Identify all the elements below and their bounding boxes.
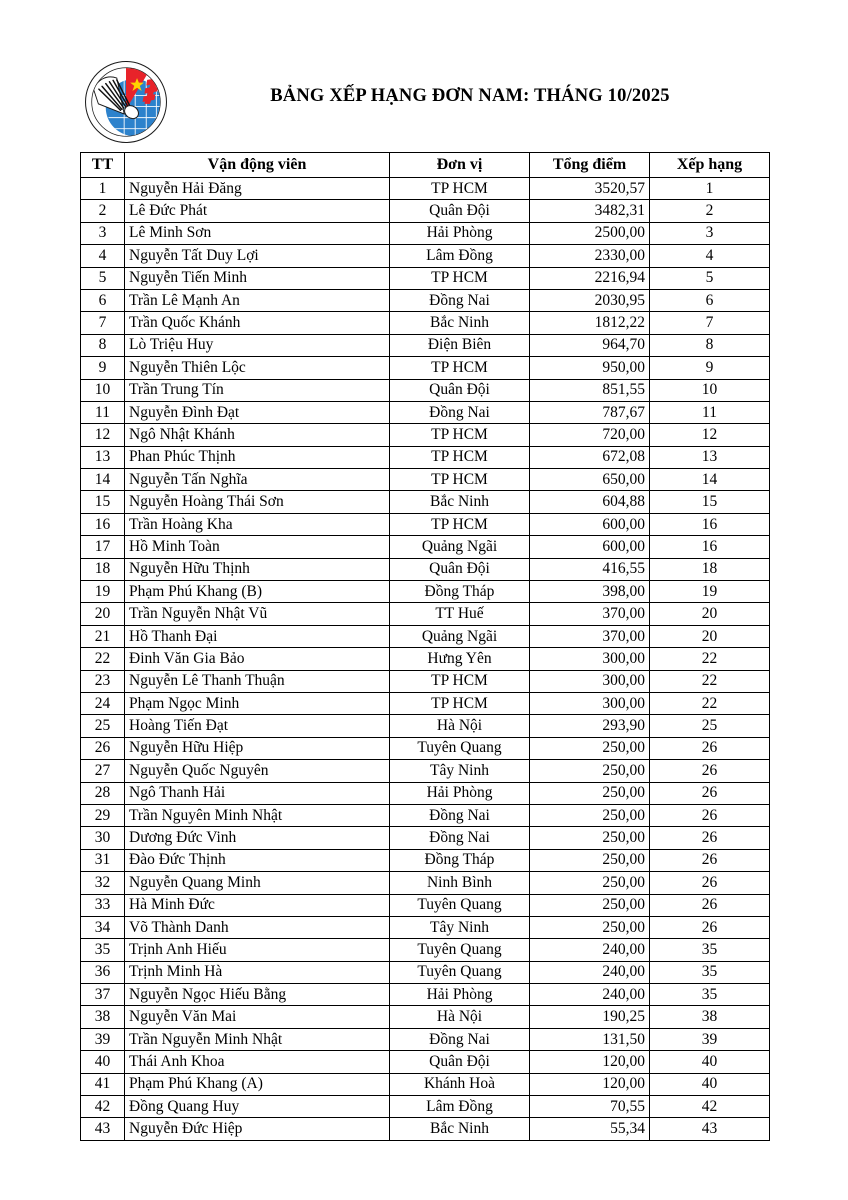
table-row (81, 1073, 770, 1095)
cell-unit: TP HCM (390, 267, 530, 289)
federation-logo (80, 56, 172, 148)
table-row (81, 804, 770, 826)
table-row (81, 894, 770, 916)
cell-total-points: 370,00 (530, 603, 650, 625)
cell-athlete-name: Trần Nguyên Minh Nhật (125, 804, 390, 826)
cell-total-points: 300,00 (530, 692, 650, 714)
table-row (81, 558, 770, 580)
cell-total-points: 650,00 (530, 469, 650, 491)
cell-order-number: 26 (81, 737, 125, 759)
cell-total-points: 300,00 (530, 648, 650, 670)
page-title: BẢNG XẾP HẠNG ĐƠN NAM: THÁNG 10/2025 (270, 86, 670, 106)
cell-ranking: 26 (650, 782, 770, 804)
cell-athlete-name: Đinh Văn Gia Bảo (125, 648, 390, 670)
cell-unit: Lâm Đồng (390, 1096, 530, 1118)
cell-total-points: 240,00 (530, 939, 650, 961)
cell-total-points: 398,00 (530, 581, 650, 603)
cell-ranking: 16 (650, 536, 770, 558)
cell-total-points: 720,00 (530, 424, 650, 446)
cell-athlete-name: Nguyễn Hữu Thịnh (125, 558, 390, 580)
cell-athlete-name: Trịnh Anh Hiếu (125, 939, 390, 961)
table-row (81, 849, 770, 871)
cell-order-number: 43 (81, 1118, 125, 1140)
table-row (81, 715, 770, 737)
cell-total-points: 190,25 (530, 1006, 650, 1028)
cell-athlete-name: Nguyễn Quốc Nguyên (125, 760, 390, 782)
column-header-rank: Xếp hạng (650, 153, 770, 178)
cell-ranking: 20 (650, 625, 770, 647)
cell-order-number: 40 (81, 1051, 125, 1073)
cell-athlete-name: Thái Anh Khoa (125, 1051, 390, 1073)
cell-athlete-name: Nguyễn Văn Mai (125, 1006, 390, 1028)
cell-ranking: 40 (650, 1073, 770, 1095)
cell-ranking: 25 (650, 715, 770, 737)
cell-ranking: 1 (650, 178, 770, 200)
cell-unit: Quân Đội (390, 1051, 530, 1073)
cell-unit: Đồng Nai (390, 827, 530, 849)
cell-ranking: 43 (650, 1118, 770, 1140)
cell-athlete-name: Phạm Phú Khang (A) (125, 1073, 390, 1095)
cell-athlete-name: Nguyễn Hữu Hiệp (125, 737, 390, 759)
cell-athlete-name: Đào Đức Thịnh (125, 849, 390, 871)
cell-ranking: 8 (650, 334, 770, 356)
cell-ranking: 14 (650, 469, 770, 491)
cell-order-number: 9 (81, 357, 125, 379)
cell-total-points: 604,88 (530, 491, 650, 513)
table-row (81, 1006, 770, 1028)
cell-order-number: 25 (81, 715, 125, 737)
cell-order-number: 28 (81, 782, 125, 804)
cell-unit: Hải Phòng (390, 222, 530, 244)
cell-athlete-name: Trần Nguyễn Minh Nhật (125, 1028, 390, 1050)
cell-order-number: 3 (81, 222, 125, 244)
table-row (81, 737, 770, 759)
table-row (81, 603, 770, 625)
table-row (81, 379, 770, 401)
cell-athlete-name: Nguyễn Lê Thanh Thuận (125, 670, 390, 692)
cell-total-points: 250,00 (530, 916, 650, 938)
cell-ranking: 18 (650, 558, 770, 580)
cell-ranking: 26 (650, 916, 770, 938)
cell-unit: Đồng Tháp (390, 581, 530, 603)
cell-unit: Đồng Tháp (390, 849, 530, 871)
cell-total-points: 250,00 (530, 782, 650, 804)
cell-unit: Bắc Ninh (390, 312, 530, 334)
cell-athlete-name: Nguyễn Đức Hiệp (125, 1118, 390, 1140)
cell-order-number: 20 (81, 603, 125, 625)
table-row (81, 200, 770, 222)
cell-unit: Tuyên Quang (390, 894, 530, 916)
cell-order-number: 11 (81, 401, 125, 423)
cell-unit: TP HCM (390, 357, 530, 379)
cell-athlete-name: Ngô Thanh Hải (125, 782, 390, 804)
cell-order-number: 35 (81, 939, 125, 961)
cell-athlete-name: Phạm Phú Khang (B) (125, 581, 390, 603)
badminton-federation-logo-icon (80, 56, 172, 148)
cell-order-number: 39 (81, 1028, 125, 1050)
cell-total-points: 672,08 (530, 446, 650, 468)
cell-unit: TT Huế (390, 603, 530, 625)
table-row (81, 536, 770, 558)
cell-ranking: 22 (650, 692, 770, 714)
cell-unit: Quảng Ngãi (390, 536, 530, 558)
cell-athlete-name: Đồng Quang Huy (125, 1096, 390, 1118)
cell-unit: TP HCM (390, 692, 530, 714)
table-row (81, 267, 770, 289)
document-header (0, 0, 848, 152)
cell-order-number: 12 (81, 424, 125, 446)
cell-athlete-name: Nguyễn Tiến Minh (125, 267, 390, 289)
cell-athlete-name: Nguyễn Hải Đăng (125, 178, 390, 200)
cell-unit: Điện Biên (390, 334, 530, 356)
cell-total-points: 250,00 (530, 894, 650, 916)
cell-order-number: 13 (81, 446, 125, 468)
cell-ranking: 12 (650, 424, 770, 446)
column-header-tt: TT (81, 153, 125, 178)
cell-athlete-name: Trần Hoàng Kha (125, 513, 390, 535)
cell-athlete-name: Hoàng Tiến Đạt (125, 715, 390, 737)
table-row (81, 581, 770, 603)
cell-total-points: 293,90 (530, 715, 650, 737)
cell-athlete-name: Trần Trung Tín (125, 379, 390, 401)
cell-unit: Đồng Nai (390, 804, 530, 826)
table-row (81, 782, 770, 804)
cell-unit: Đồng Nai (390, 289, 530, 311)
cell-order-number: 30 (81, 827, 125, 849)
cell-unit: Quân Đội (390, 200, 530, 222)
cell-total-points: 250,00 (530, 760, 650, 782)
cell-ranking: 26 (650, 760, 770, 782)
cell-athlete-name: Hồ Minh Toàn (125, 536, 390, 558)
table-row (81, 178, 770, 200)
cell-ranking: 5 (650, 267, 770, 289)
cell-unit: Lâm Đồng (390, 245, 530, 267)
table-row (81, 984, 770, 1006)
cell-ranking: 26 (650, 872, 770, 894)
cell-athlete-name: Trần Lê Mạnh An (125, 289, 390, 311)
cell-unit: Hà Nội (390, 1006, 530, 1028)
cell-athlete-name: Nguyễn Ngọc Hiếu Bằng (125, 984, 390, 1006)
cell-ranking: 26 (650, 737, 770, 759)
column-header-points: Tổng điểm (530, 153, 650, 178)
table-row (81, 939, 770, 961)
table-row (81, 289, 770, 311)
cell-ranking: 16 (650, 513, 770, 535)
cell-unit: Tuyên Quang (390, 737, 530, 759)
table-row (81, 872, 770, 894)
cell-order-number: 38 (81, 1006, 125, 1028)
table-row (81, 446, 770, 468)
cell-athlete-name: Ngô Nhật Khánh (125, 424, 390, 446)
cell-athlete-name: Hà Minh Đức (125, 894, 390, 916)
cell-order-number: 18 (81, 558, 125, 580)
cell-unit: Khánh Hoà (390, 1073, 530, 1095)
cell-total-points: 120,00 (530, 1051, 650, 1073)
cell-unit: Quảng Ngãi (390, 625, 530, 647)
cell-unit: TP HCM (390, 513, 530, 535)
cell-ranking: 26 (650, 804, 770, 826)
cell-unit: Quân Đội (390, 379, 530, 401)
cell-total-points: 3482,31 (530, 200, 650, 222)
cell-ranking: 35 (650, 984, 770, 1006)
table-row (81, 491, 770, 513)
cell-total-points: 70,55 (530, 1096, 650, 1118)
table-body (81, 178, 770, 1141)
cell-ranking: 42 (650, 1096, 770, 1118)
table-row (81, 1118, 770, 1140)
table-row (81, 916, 770, 938)
table-head (81, 153, 770, 178)
cell-total-points: 600,00 (530, 513, 650, 535)
table-row (81, 670, 770, 692)
cell-total-points: 250,00 (530, 737, 650, 759)
cell-unit: Bắc Ninh (390, 491, 530, 513)
cell-unit: Đồng Nai (390, 1028, 530, 1050)
cell-order-number: 29 (81, 804, 125, 826)
cell-unit: Hưng Yên (390, 648, 530, 670)
cell-athlete-name: Nguyễn Quang Minh (125, 872, 390, 894)
cell-order-number: 41 (81, 1073, 125, 1095)
cell-order-number: 16 (81, 513, 125, 535)
cell-ranking: 26 (650, 849, 770, 871)
cell-ranking: 3 (650, 222, 770, 244)
cell-ranking: 35 (650, 939, 770, 961)
cell-athlete-name: Nguyễn Thiên Lộc (125, 357, 390, 379)
cell-order-number: 36 (81, 961, 125, 983)
cell-athlete-name: Trịnh Minh Hà (125, 961, 390, 983)
cell-athlete-name: Phạm Ngọc Minh (125, 692, 390, 714)
cell-athlete-name: Võ Thành Danh (125, 916, 390, 938)
cell-athlete-name: Phan Phúc Thịnh (125, 446, 390, 468)
cell-order-number: 6 (81, 289, 125, 311)
table-row (81, 312, 770, 334)
column-header-athlete: Vận động viên (125, 153, 390, 178)
cell-unit: Hải Phòng (390, 782, 530, 804)
cell-athlete-name: Trần Nguyễn Nhật Vũ (125, 603, 390, 625)
table-row (81, 1028, 770, 1050)
cell-ranking: 9 (650, 357, 770, 379)
cell-order-number: 21 (81, 625, 125, 647)
table-row (81, 1051, 770, 1073)
table-row (81, 245, 770, 267)
cell-order-number: 8 (81, 334, 125, 356)
cell-total-points: 600,00 (530, 536, 650, 558)
cell-athlete-name: Lò Triệu Huy (125, 334, 390, 356)
cell-ranking: 35 (650, 961, 770, 983)
cell-total-points: 3520,57 (530, 178, 650, 200)
cell-unit: TP HCM (390, 178, 530, 200)
cell-order-number: 17 (81, 536, 125, 558)
cell-order-number: 32 (81, 872, 125, 894)
cell-athlete-name: Lê Đức Phát (125, 200, 390, 222)
cell-ranking: 40 (650, 1051, 770, 1073)
cell-unit: Bắc Ninh (390, 1118, 530, 1140)
cell-unit: Tây Ninh (390, 760, 530, 782)
cell-unit: TP HCM (390, 446, 530, 468)
cell-total-points: 240,00 (530, 961, 650, 983)
cell-ranking: 22 (650, 670, 770, 692)
cell-ranking: 39 (650, 1028, 770, 1050)
table-row (81, 648, 770, 670)
table-row (81, 401, 770, 423)
cell-ranking: 6 (650, 289, 770, 311)
table-row (81, 334, 770, 356)
cell-unit: TP HCM (390, 424, 530, 446)
cell-total-points: 2030,95 (530, 289, 650, 311)
table-row (81, 760, 770, 782)
cell-order-number: 31 (81, 849, 125, 871)
table-header-row (81, 153, 770, 178)
column-header-unit: Đơn vị (390, 153, 530, 178)
table-row (81, 692, 770, 714)
cell-order-number: 23 (81, 670, 125, 692)
table-row (81, 469, 770, 491)
table-row (81, 961, 770, 983)
cell-unit: Quân Đội (390, 558, 530, 580)
cell-order-number: 2 (81, 200, 125, 222)
cell-order-number: 42 (81, 1096, 125, 1118)
cell-ranking: 20 (650, 603, 770, 625)
cell-total-points: 787,67 (530, 401, 650, 423)
cell-order-number: 15 (81, 491, 125, 513)
cell-ranking: 26 (650, 894, 770, 916)
cell-athlete-name: Nguyễn Tất Duy Lợi (125, 245, 390, 267)
cell-total-points: 250,00 (530, 804, 650, 826)
cell-total-points: 370,00 (530, 625, 650, 647)
cell-order-number: 19 (81, 581, 125, 603)
cell-ranking: 11 (650, 401, 770, 423)
cell-order-number: 5 (81, 267, 125, 289)
cell-total-points: 250,00 (530, 849, 650, 871)
ranking-table-container (80, 152, 769, 1141)
cell-total-points: 250,00 (530, 827, 650, 849)
cell-ranking: 4 (650, 245, 770, 267)
cell-total-points: 2216,94 (530, 267, 650, 289)
cell-ranking: 19 (650, 581, 770, 603)
cell-total-points: 240,00 (530, 984, 650, 1006)
cell-total-points: 131,50 (530, 1028, 650, 1050)
cell-ranking: 10 (650, 379, 770, 401)
cell-unit: Ninh Bình (390, 872, 530, 894)
cell-order-number: 24 (81, 692, 125, 714)
cell-order-number: 10 (81, 379, 125, 401)
cell-athlete-name: Nguyễn Hoàng Thái Sơn (125, 491, 390, 513)
cell-order-number: 37 (81, 984, 125, 1006)
cell-total-points: 2500,00 (530, 222, 650, 244)
cell-ranking: 15 (650, 491, 770, 513)
cell-order-number: 27 (81, 760, 125, 782)
cell-total-points: 55,34 (530, 1118, 650, 1140)
cell-ranking: 13 (650, 446, 770, 468)
cell-unit: TP HCM (390, 469, 530, 491)
cell-athlete-name: Dương Đức Vinh (125, 827, 390, 849)
cell-unit: Hà Nội (390, 715, 530, 737)
table-row (81, 513, 770, 535)
cell-order-number: 7 (81, 312, 125, 334)
cell-ranking: 2 (650, 200, 770, 222)
cell-total-points: 416,55 (530, 558, 650, 580)
table-row (81, 424, 770, 446)
cell-total-points: 1812,22 (530, 312, 650, 334)
table-row (81, 222, 770, 244)
cell-ranking: 26 (650, 827, 770, 849)
table-row (81, 1096, 770, 1118)
cell-unit: TP HCM (390, 670, 530, 692)
cell-total-points: 300,00 (530, 670, 650, 692)
cell-order-number: 22 (81, 648, 125, 670)
cell-unit: Tuyên Quang (390, 939, 530, 961)
cell-total-points: 120,00 (530, 1073, 650, 1095)
cell-unit: Hải Phòng (390, 984, 530, 1006)
cell-athlete-name: Hồ Thanh Đại (125, 625, 390, 647)
cell-total-points: 964,70 (530, 334, 650, 356)
cell-order-number: 33 (81, 894, 125, 916)
table-row (81, 357, 770, 379)
cell-athlete-name: Nguyễn Đình Đạt (125, 401, 390, 423)
cell-ranking: 22 (650, 648, 770, 670)
cell-unit: Tuyên Quang (390, 961, 530, 983)
cell-order-number: 4 (81, 245, 125, 267)
cell-total-points: 250,00 (530, 872, 650, 894)
cell-athlete-name: Nguyễn Tấn Nghĩa (125, 469, 390, 491)
table-row (81, 625, 770, 647)
cell-order-number: 14 (81, 469, 125, 491)
cell-unit: Đồng Nai (390, 401, 530, 423)
table-row (81, 827, 770, 849)
cell-total-points: 851,55 (530, 379, 650, 401)
cell-athlete-name: Trần Quốc Khánh (125, 312, 390, 334)
cell-unit: Tây Ninh (390, 916, 530, 938)
cell-athlete-name: Lê Minh Sơn (125, 222, 390, 244)
cell-total-points: 950,00 (530, 357, 650, 379)
ranking-table (80, 152, 770, 1141)
cell-order-number: 34 (81, 916, 125, 938)
cell-ranking: 38 (650, 1006, 770, 1028)
cell-order-number: 1 (81, 178, 125, 200)
cell-ranking: 7 (650, 312, 770, 334)
cell-total-points: 2330,00 (530, 245, 650, 267)
